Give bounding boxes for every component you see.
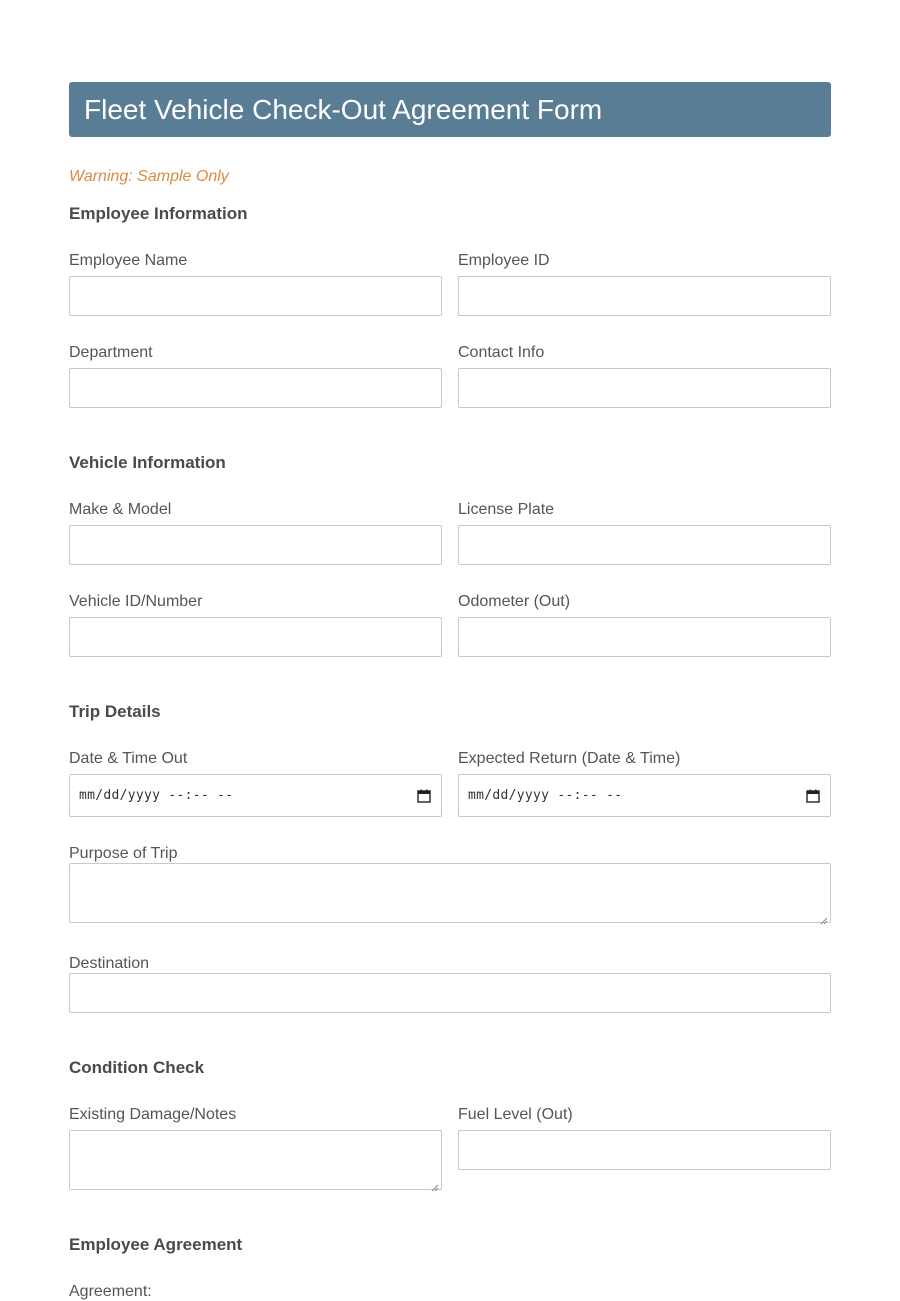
- vehicle-id-input[interactable]: [69, 617, 442, 657]
- existing-damage-label: Existing Damage/Notes: [69, 1106, 237, 1123]
- make-model-label: Make & Model: [69, 501, 172, 518]
- existing-damage-textarea[interactable]: [69, 1130, 442, 1190]
- department-label: Department: [69, 344, 153, 361]
- expected-return-input[interactable]: [458, 774, 831, 817]
- resize-grip-icon[interactable]: [431, 1179, 439, 1187]
- odometer-out-label: Odometer (Out): [458, 593, 571, 610]
- purpose-of-trip-label: Purpose of Trip: [69, 845, 178, 862]
- section-heading-trip: Trip Details: [69, 702, 161, 721]
- agreement-label: Agreement:: [69, 1283, 152, 1300]
- odometer-out-input[interactable]: [458, 617, 831, 657]
- date-time-out-label: Date & Time Out: [69, 750, 188, 767]
- date-time-out-input[interactable]: [69, 774, 442, 817]
- employee-id-input[interactable]: [458, 276, 831, 316]
- fuel-level-input[interactable]: [458, 1130, 831, 1170]
- section-heading-condition: Condition Check: [69, 1058, 205, 1077]
- expected-return-label: Expected Return (Date & Time): [458, 750, 681, 767]
- fuel-level-label: Fuel Level (Out): [458, 1106, 573, 1123]
- license-plate-label: License Plate: [458, 501, 555, 518]
- license-plate-input[interactable]: [458, 525, 831, 565]
- contact-info-label: Contact Info: [458, 344, 545, 361]
- form-container: [69, 82, 831, 1300]
- employee-name-input[interactable]: [69, 276, 442, 316]
- date-time-out-placeholder: mm/dd/yyyy --:-- --: [79, 788, 234, 803]
- destination-input[interactable]: [69, 973, 831, 1013]
- employee-id-label: Employee ID: [458, 252, 550, 269]
- department-input[interactable]: [69, 368, 442, 408]
- vehicle-id-label: Vehicle ID/Number: [69, 593, 203, 610]
- section-heading-vehicle: Vehicle Information: [69, 453, 226, 472]
- make-model-input[interactable]: [69, 525, 442, 565]
- contact-info-input[interactable]: [458, 368, 831, 408]
- calendar-icon[interactable]: [417, 789, 431, 803]
- resize-grip-icon[interactable]: [820, 912, 828, 920]
- warning-text: Warning: Sample Only: [69, 168, 229, 185]
- form-title: Fleet Vehicle Check-Out Agreement Form: [84, 93, 603, 125]
- form-title-bar: [69, 82, 831, 137]
- section-heading-agreement: Employee Agreement: [69, 1235, 243, 1254]
- expected-return-placeholder: mm/dd/yyyy --:-- --: [468, 788, 623, 803]
- calendar-icon[interactable]: [806, 789, 820, 803]
- purpose-of-trip-textarea[interactable]: [69, 863, 831, 923]
- employee-name-label: Employee Name: [69, 252, 188, 269]
- destination-label: Destination: [69, 955, 150, 972]
- section-heading-employee: Employee Information: [69, 204, 248, 223]
